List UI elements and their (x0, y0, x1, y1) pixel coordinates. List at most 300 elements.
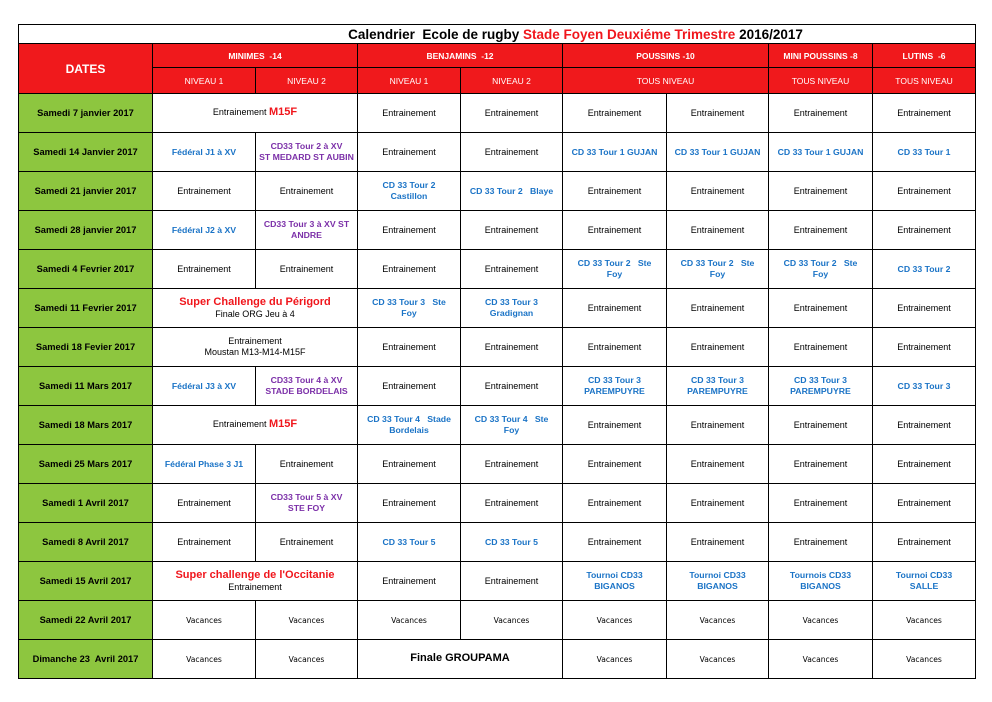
cell-text: CD 33 Tour 1 (897, 146, 951, 157)
event-cell: Entrainement (769, 523, 873, 562)
cell-line (770, 615, 871, 626)
cell-text: CD 33 Tour 3 (794, 375, 847, 386)
cell-line (359, 308, 459, 319)
table-row (19, 328, 976, 367)
cell-line (154, 381, 254, 392)
event-cell (873, 601, 976, 640)
cell-text: Vacances (288, 615, 325, 625)
cell-line (668, 386, 767, 397)
cell-text: Bordelais (389, 425, 429, 435)
event-cell (256, 484, 358, 523)
cell-text: CD33 Tour 2 à XV (270, 141, 343, 152)
event-cell: Entrainement (873, 406, 976, 445)
group-header-row (19, 44, 976, 68)
cell-text: CD 33 Tour 2 Ste (783, 258, 858, 269)
event-cell: Entrainement (153, 484, 256, 523)
event-cell (769, 367, 873, 406)
cell-text: Entrainement (228, 336, 282, 347)
cell-line (564, 269, 665, 280)
cell-line (874, 381, 974, 392)
cell-line (668, 269, 767, 280)
cell-line (154, 569, 356, 582)
cell-line (154, 582, 356, 593)
event-cell: Entrainement (873, 523, 976, 562)
event-cell (153, 328, 358, 367)
cell-line (564, 258, 665, 269)
event-cell: Entrainement (256, 445, 358, 484)
event-cell: Entrainement (667, 94, 769, 133)
date-cell: Samedi 15 Avril 2017 (19, 562, 153, 601)
event-cell: Entrainement (461, 328, 563, 367)
cell-text: PAREMPUYRE (790, 386, 851, 396)
cell-text: CD 33 Tour 4 Ste (474, 414, 549, 425)
cell-line (668, 581, 767, 592)
page-title (19, 25, 976, 44)
event-cell (667, 640, 769, 679)
event-cell (358, 523, 461, 562)
cell-text: SALLE (909, 581, 939, 591)
calendar-body (19, 94, 976, 679)
date-cell: Samedi 11 Fevrier 2017 (19, 289, 153, 328)
date-cell: Samedi 25 Mars 2017 (19, 445, 153, 484)
event-cell: Entrainement (873, 445, 976, 484)
event-cell (153, 133, 256, 172)
event-cell (256, 133, 358, 172)
cell-text: CD 33 Tour 2 (382, 180, 436, 191)
cell-line (154, 309, 356, 320)
cell-text: ANDRE (291, 230, 322, 240)
event-cell: Entrainement (873, 172, 976, 211)
cell-line (770, 147, 871, 158)
cell-text: STE FOY (287, 503, 326, 513)
date-cell: Samedi 21 janvier 2017 (19, 172, 153, 211)
cell-text: Super challenge de l'Occitanie (175, 568, 335, 581)
cell-line (257, 219, 356, 230)
table-row (19, 484, 976, 523)
event-cell: Entrainement (667, 523, 769, 562)
cell-text: Entrainement (212, 419, 269, 430)
cell-text: Vacances (802, 615, 839, 625)
cell-text: Tournoi CD33 (895, 570, 953, 581)
event-cell: Entrainement (358, 211, 461, 250)
cell-text: CD 33 Tour 3 (691, 375, 744, 386)
level-header-mini-poussins: TOUS NIVEAU (769, 68, 873, 94)
event-cell: Entrainement (769, 289, 873, 328)
cell-text: Vacances (906, 654, 942, 664)
cell-line (462, 297, 561, 308)
cell-text: STADE BORDELAIS (265, 386, 348, 396)
event-cell (667, 250, 769, 289)
date-cell: Samedi 11 Mars 2017 (19, 367, 153, 406)
event-cell (563, 250, 667, 289)
cell-line (257, 375, 356, 386)
table-row (19, 289, 976, 328)
cell-line (154, 225, 254, 236)
level-header-minimes-1: NIVEAU 1 (153, 68, 256, 94)
event-cell (667, 367, 769, 406)
date-cell: Samedi 18 Fevier 2017 (19, 328, 153, 367)
cell-text: Tournoi CD33 (689, 570, 746, 581)
event-cell: Entrainement (153, 523, 256, 562)
cell-text: CD33 Tour 5 à XV (270, 492, 343, 503)
cell-text: Vacances (186, 615, 222, 625)
cell-text: CD 33 Tour 3 (897, 380, 951, 391)
event-cell: Entrainement (667, 406, 769, 445)
event-cell (153, 367, 256, 406)
event-cell (256, 640, 358, 679)
event-cell (256, 367, 358, 406)
cell-text: CD33 Tour 4 à XV (270, 375, 343, 386)
cell-line (154, 336, 356, 347)
cell-line (668, 570, 767, 581)
cell-text: CD 33 Tour 3 (485, 297, 538, 308)
event-cell: Entrainement (667, 445, 769, 484)
date-cell: Samedi 22 Avril 2017 (19, 601, 153, 640)
event-cell (667, 601, 769, 640)
cell-line (257, 152, 356, 163)
event-cell (873, 640, 976, 679)
event-cell: Entrainement (461, 94, 563, 133)
cell-line (668, 147, 767, 158)
table-row (19, 601, 976, 640)
cell-text: Vacances (802, 654, 839, 664)
event-cell (461, 172, 563, 211)
event-cell: Entrainement (769, 94, 873, 133)
cell-line (359, 297, 459, 308)
cell-text: CD 33 Tour 5 (485, 536, 538, 547)
event-cell: Entrainement (358, 133, 461, 172)
cell-text: Finale ORG Jeu à 4 (215, 309, 295, 320)
event-cell: Entrainement (461, 484, 563, 523)
cell-line (154, 147, 254, 158)
event-cell: Entrainement (769, 328, 873, 367)
cell-line (257, 386, 356, 397)
event-cell: Entrainement (769, 484, 873, 523)
date-cell: Dimanche 23 Avril 2017 (19, 640, 153, 679)
event-cell: Entrainement (358, 328, 461, 367)
event-cell: Entrainement (667, 172, 769, 211)
event-cell: Entrainement (563, 484, 667, 523)
cell-text: Vacances (391, 615, 427, 625)
cell-line (770, 654, 871, 665)
cell-text: ST MEDARD ST AUBIN (259, 152, 354, 162)
event-cell: Entrainement (461, 562, 563, 601)
event-cell: Entrainement (873, 328, 976, 367)
event-cell (769, 250, 873, 289)
table-row (19, 133, 976, 172)
level-header-benjamins-1: NIVEAU 1 (358, 68, 461, 94)
level-header-benjamins-2: NIVEAU 2 (461, 68, 563, 94)
date-cell: Samedi 18 Mars 2017 (19, 406, 153, 445)
cell-text: BIGANOS (594, 581, 635, 591)
cell-line (564, 147, 665, 158)
cell-line (770, 375, 871, 386)
date-cell: Samedi 4 Fevrier 2017 (19, 250, 153, 289)
cell-text: PAREMPUYRE (584, 386, 645, 396)
event-cell (461, 289, 563, 328)
cell-line (359, 425, 459, 436)
cell-text: Moustan M13-M14-M15F (204, 347, 306, 357)
event-cell: Entrainement (667, 328, 769, 367)
event-cell (769, 601, 873, 640)
cell-line (564, 654, 665, 665)
cell-text: BIGANOS (800, 581, 841, 591)
event-cell: Entrainement (769, 445, 873, 484)
event-cell (667, 133, 769, 172)
cell-line (154, 106, 356, 119)
date-cell: Samedi 14 Janvier 2017 (19, 133, 153, 172)
table-row (19, 94, 976, 133)
event-cell: Entrainement (153, 172, 256, 211)
cell-line (462, 615, 561, 626)
date-cell: Samedi 28 janvier 2017 (19, 211, 153, 250)
cell-text: CD 33 Tour 2 Ste (577, 258, 652, 269)
cell-text: Gradignan (489, 308, 534, 318)
cell-text: Vacances (699, 654, 736, 664)
cell-line (359, 615, 459, 626)
cell-text: Castillon (390, 191, 428, 201)
cell-line (668, 375, 767, 386)
cell-line (668, 654, 767, 665)
cell-text: Foy (709, 269, 726, 279)
event-cell (358, 640, 563, 679)
cell-text: Vacances (699, 615, 736, 625)
table-row (19, 250, 976, 289)
cell-text: CD 33 Tour 1 GUJAN (777, 146, 864, 157)
table-row (19, 445, 976, 484)
cell-line (154, 654, 254, 665)
cell-text: Entrainement (228, 582, 282, 593)
group-header-minimes: MINIMES -14 (153, 44, 358, 68)
cell-line (564, 615, 665, 626)
cell-text: Vacances (186, 654, 222, 664)
rugby-calendar-table (18, 24, 976, 679)
cell-text: CD 33 Tour 3 Ste (372, 297, 446, 308)
cell-line (257, 503, 356, 514)
cell-line (154, 418, 356, 431)
title-suffix: 2016/2017 (735, 26, 803, 42)
cell-text: CD 33 Tour 2 Ste (680, 258, 755, 269)
cell-line (770, 386, 871, 397)
event-cell: Entrainement (358, 367, 461, 406)
event-cell: Entrainement (461, 250, 563, 289)
cell-text: Fédéral Phase 3 J1 (164, 458, 244, 469)
table-row (19, 172, 976, 211)
cell-text: Foy (503, 425, 520, 435)
cell-line (874, 654, 974, 665)
cell-line (257, 141, 356, 152)
event-cell (873, 367, 976, 406)
group-header-lutins: LUTINS -6 (873, 44, 976, 68)
cell-text: CD 33 Tour 3 (588, 375, 641, 386)
event-cell (769, 133, 873, 172)
event-cell (153, 289, 358, 328)
cell-line (770, 258, 871, 269)
event-cell: Entrainement (769, 211, 873, 250)
event-cell: Entrainement (873, 289, 976, 328)
event-cell (153, 406, 358, 445)
cell-line (874, 147, 974, 158)
event-cell (153, 94, 358, 133)
cell-text: PAREMPUYRE (687, 386, 748, 396)
cell-text: CD 33 Tour 4 Stade (367, 414, 451, 425)
cell-text: CD 33 Tour 2 (897, 263, 951, 274)
cell-text: Fédéral J3 à XV (171, 380, 237, 391)
event-cell (873, 250, 976, 289)
cell-text: M15F (268, 418, 298, 431)
dates-header: DATES (19, 44, 153, 94)
event-cell: Entrainement (563, 211, 667, 250)
cell-line (359, 537, 459, 548)
event-cell (153, 211, 256, 250)
cell-line (154, 347, 356, 358)
cell-line (359, 414, 459, 425)
event-cell: Entrainement (563, 328, 667, 367)
cell-text: CD 33 Tour 1 GUJAN (674, 146, 761, 157)
event-cell (256, 211, 358, 250)
cell-text: Vacances (288, 654, 325, 664)
cell-line (874, 615, 974, 626)
event-cell (358, 406, 461, 445)
cell-line (770, 581, 871, 592)
cell-text: Fédéral J1 à XV (171, 146, 237, 157)
level-header-minimes-2: NIVEAU 2 (256, 68, 358, 94)
cell-text: CD 33 Tour 5 (382, 536, 436, 547)
event-cell: Entrainement (358, 562, 461, 601)
cell-line (359, 191, 459, 202)
cell-text: Foy (401, 308, 417, 318)
event-cell: Entrainement (769, 406, 873, 445)
level-header-poussins: TOUS NIVEAU (563, 68, 769, 94)
cell-line (462, 308, 561, 319)
event-cell: Entrainement (667, 484, 769, 523)
cell-text: Tournoi CD33 (586, 570, 643, 581)
event-cell (461, 601, 563, 640)
cell-text: CD 33 Tour 2 Blaye (469, 185, 554, 196)
cell-line (462, 425, 561, 436)
cell-line (770, 269, 871, 280)
table-row (19, 211, 976, 250)
cell-line (257, 654, 356, 665)
event-cell: Entrainement (153, 250, 256, 289)
table-row (19, 523, 976, 562)
cell-text: Vacances (596, 654, 633, 664)
group-header-mini-poussins: MINI POUSSINS -8 (769, 44, 873, 68)
event-cell (769, 640, 873, 679)
level-header-row (19, 68, 976, 94)
event-cell: Entrainement (563, 172, 667, 211)
event-cell (769, 562, 873, 601)
date-cell: Samedi 1 Avril 2017 (19, 484, 153, 523)
event-cell: Entrainement (667, 289, 769, 328)
event-cell (667, 562, 769, 601)
event-cell (358, 601, 461, 640)
cell-line (257, 615, 356, 626)
cell-line (257, 492, 356, 503)
table-header (19, 25, 976, 94)
cell-text: BIGANOS (697, 581, 738, 591)
group-header-poussins: POUSSINS -10 (563, 44, 769, 68)
cell-line (462, 537, 561, 548)
event-cell (153, 562, 358, 601)
table-row (19, 640, 976, 679)
cell-text: Tournois CD33 (789, 570, 852, 581)
event-cell: Entrainement (256, 523, 358, 562)
cell-line (462, 186, 561, 197)
event-cell (153, 601, 256, 640)
cell-line (359, 180, 459, 191)
event-cell: Entrainement (256, 172, 358, 211)
cell-line (462, 414, 561, 425)
cell-line (668, 258, 767, 269)
table-row (19, 562, 976, 601)
cell-text: Foy (606, 269, 623, 279)
event-cell: Entrainement (358, 94, 461, 133)
cell-text: Super Challenge du Périgord (179, 295, 331, 308)
event-cell (563, 601, 667, 640)
event-cell (873, 562, 976, 601)
event-cell (358, 172, 461, 211)
cell-text: M15F (268, 106, 298, 119)
cell-line (154, 459, 254, 470)
cell-text: CD33 Tour 3 à XV ST (263, 219, 350, 230)
event-cell (461, 406, 563, 445)
event-cell: Entrainement (873, 484, 976, 523)
event-cell: Entrainement (358, 250, 461, 289)
date-cell: Samedi 8 Avril 2017 (19, 523, 153, 562)
event-cell: Entrainement (563, 94, 667, 133)
cell-line (874, 570, 974, 581)
event-cell (563, 640, 667, 679)
event-cell: Entrainement (358, 445, 461, 484)
event-cell: Entrainement (873, 211, 976, 250)
cell-text: Entrainement (212, 107, 269, 118)
event-cell: Entrainement (563, 289, 667, 328)
event-cell (563, 562, 667, 601)
cell-line (770, 570, 871, 581)
cell-line (359, 652, 561, 665)
cell-line (154, 615, 254, 626)
level-header-lutins: TOUS NIVEAU (873, 68, 976, 94)
event-cell (256, 601, 358, 640)
group-header-benjamins: BENJAMINS -12 (358, 44, 563, 68)
cell-text: CD 33 Tour 1 GUJAN (571, 146, 658, 157)
cell-text: Vacances (493, 615, 530, 625)
event-cell (563, 133, 667, 172)
cell-line (564, 375, 665, 386)
cell-text: Vacances (596, 615, 633, 625)
event-cell (153, 640, 256, 679)
event-cell: Entrainement (358, 484, 461, 523)
cell-line (668, 615, 767, 626)
event-cell: Entrainement (461, 367, 563, 406)
event-cell: Entrainement (461, 211, 563, 250)
date-cell: Samedi 7 janvier 2017 (19, 94, 153, 133)
title-highlight: Stade Foyen Deuxiéme Trimestre (522, 26, 736, 42)
title-row (19, 25, 976, 44)
title-prefix: Calendrier Ecole de rugby (348, 26, 523, 42)
table-row (19, 406, 976, 445)
event-cell: Entrainement (873, 94, 976, 133)
cell-line (257, 230, 356, 241)
event-cell (358, 289, 461, 328)
cell-text: Finale GROUPAMA (410, 652, 510, 665)
event-cell: Entrainement (461, 445, 563, 484)
event-cell: Entrainement (563, 523, 667, 562)
event-cell: Entrainement (461, 133, 563, 172)
event-cell (461, 523, 563, 562)
event-cell: Entrainement (769, 172, 873, 211)
